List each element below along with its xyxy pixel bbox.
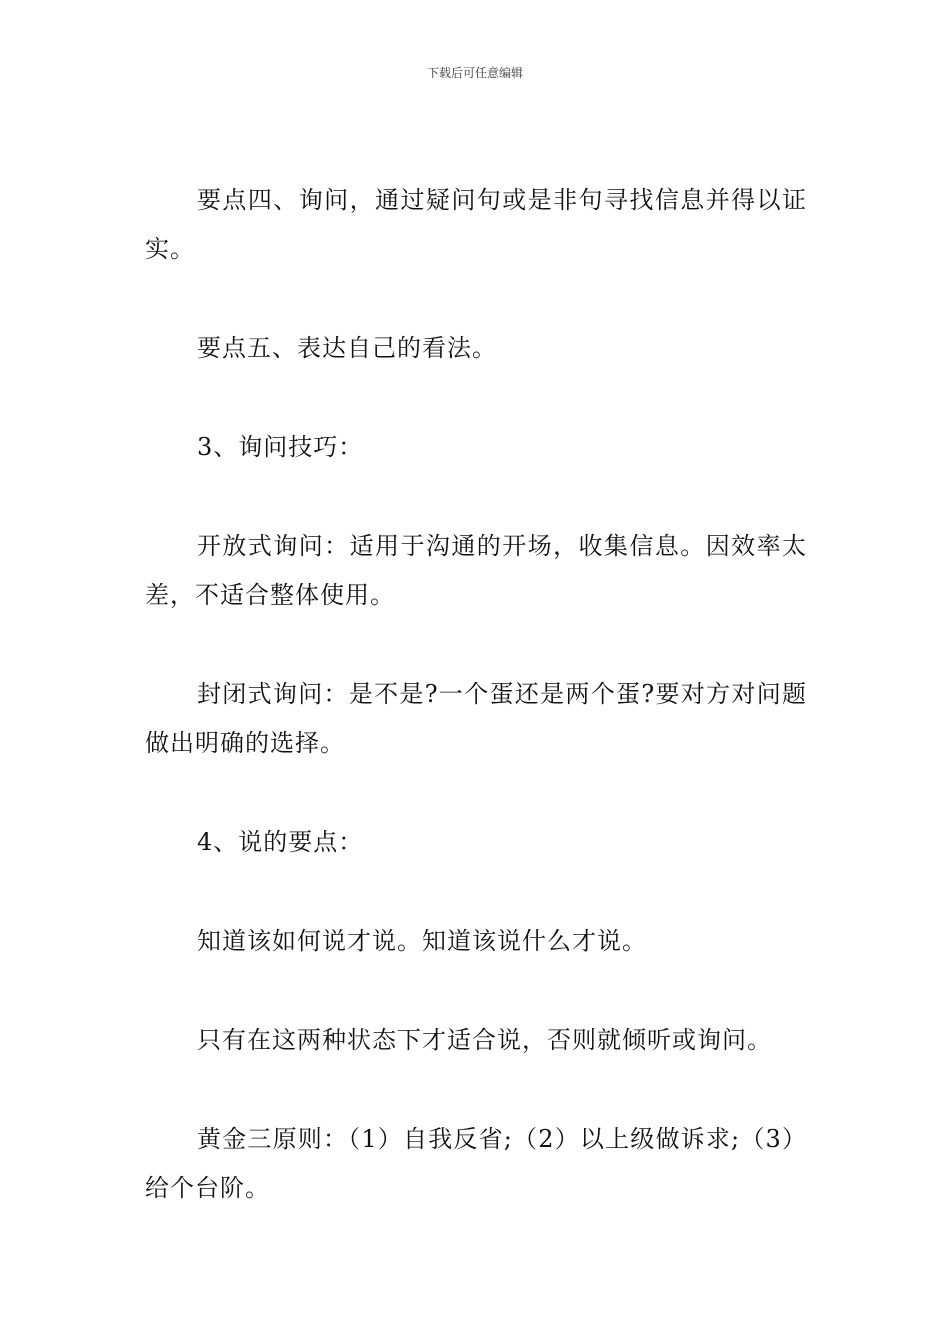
paragraph-golden-rules: 黄金三原则：（1）自我反省;（2）以上级做诉求;（3）给个台阶。	[145, 1125, 807, 1202]
paragraph-closed-inquiry: 封闭式询问：是不是?一个蛋还是两个蛋?要对方对问题做出明确的选择。	[145, 680, 807, 757]
heading-inquiry-skills: 3、询问技巧：	[197, 433, 364, 461]
document-body	[145, 176, 807, 1213]
paragraph-point-four: 要点四、询问，通过疑问句或是非句寻找信息并得以证实。	[145, 186, 807, 263]
paragraph-know-how: 知道该如何说才说。知道该说什么才说。	[197, 927, 647, 955]
paragraph-only-when: 只有在这两种状态下才适合说，否则就倾听或询问。	[197, 1026, 772, 1054]
paragraph-open-inquiry: 开放式询问：适用于沟通的开场，收集信息。因效率太差，不适合整体使用。	[145, 532, 807, 609]
heading-speaking-points: 4、说的要点：	[197, 828, 364, 856]
page-header: 下载后可任意编辑	[426, 66, 523, 80]
paragraph-point-five: 要点五、表达自己的看法。	[197, 334, 497, 362]
